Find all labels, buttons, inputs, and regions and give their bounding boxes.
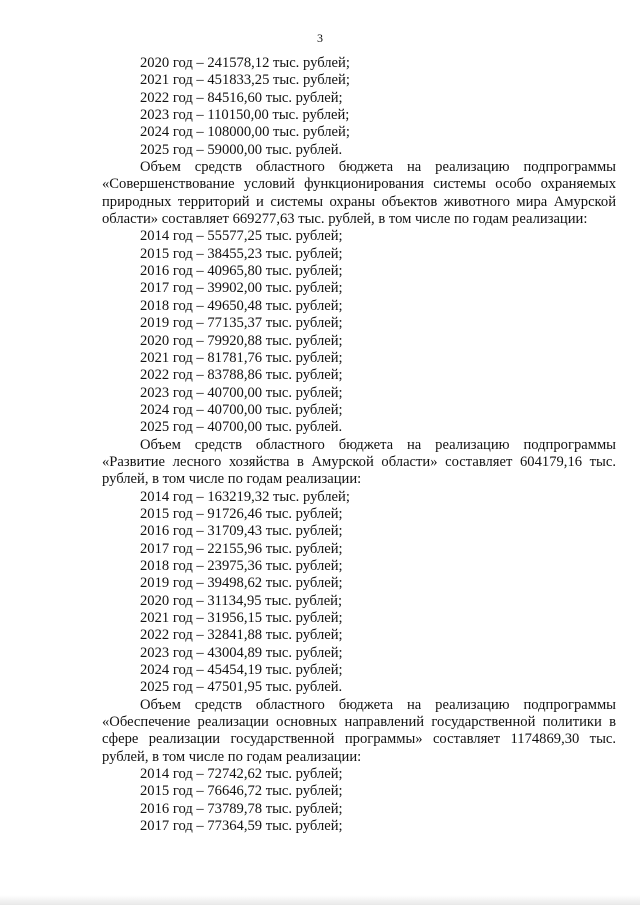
year-line: 2019 год – 77135,37 тыс. рублей; <box>140 315 343 332</box>
year-list-block-4 <box>102 766 616 835</box>
year-line: 2019 год – 39498,62 тыс. рублей; <box>140 575 343 592</box>
year-line: 2016 год – 73789,78 тыс. рублей; <box>140 800 343 817</box>
year-list-block-2 <box>102 228 616 436</box>
paragraph-forestry-subprogram: Объем средств областного бюджета на реализацию подпрограммы «Развитие лесного хозяйства в Амурской области» составляет 604179,16 тыс. рублей, в том числе по годам реализации: <box>102 436 616 488</box>
year-line: 2022 год – 32841,88 тыс. рублей; <box>140 627 343 644</box>
document-body <box>102 55 616 835</box>
year-line: 2023 год – 43004,89 тыс. рублей; <box>140 644 343 661</box>
year-line: 2021 год – 451833,25 тыс. рублей; <box>140 72 350 89</box>
page-number: 3 <box>317 31 323 45</box>
year-line: 2015 год – 38455,23 тыс. рублей; <box>140 245 343 262</box>
paragraph-state-policy-subprogram: Объем средств областного бюджета на реализацию подпрограммы «Обеспечение реализации основных направлений государственной политики в сфере реализации государственной программы» составляет 1174869,30 тыс. рублей, в том числе по годам реализации: <box>102 696 616 765</box>
year-line: 2018 год – 23975,36 тыс. рублей; <box>140 557 343 574</box>
year-line: 2016 год – 31709,43 тыс. рублей; <box>140 523 343 540</box>
year-line: 2022 год – 84516,60 тыс. рублей; <box>140 89 343 106</box>
year-line: 2022 год – 83788,86 тыс. рублей; <box>140 367 343 384</box>
year-line: 2014 год – 163219,32 тыс. рублей; <box>140 488 350 505</box>
year-line: 2020 год – 31134,95 тыс. рублей; <box>140 592 343 609</box>
year-line: 2014 год – 72742,62 тыс. рублей; <box>140 766 343 783</box>
year-line: 2015 год – 91726,46 тыс. рублей; <box>140 505 343 522</box>
year-line: 2023 год – 40700,00 тыс. рублей; <box>140 384 343 401</box>
year-line: 2017 год – 22155,96 тыс. рублей; <box>140 540 343 557</box>
year-line: 2014 год – 55577,25 тыс. рублей; <box>140 228 343 245</box>
year-line: 2024 год – 108000,00 тыс. рублей; <box>140 124 350 141</box>
year-line: 2020 год – 79920,88 тыс. рублей; <box>140 332 343 349</box>
year-line: 2021 год – 81781,76 тыс. рублей; <box>140 349 343 366</box>
year-line: 2025 год – 40700,00 тыс. рублей. <box>140 419 343 436</box>
year-line: 2024 год – 45454,19 тыс. рублей; <box>140 662 343 679</box>
year-line: 2015 год – 76646,72 тыс. рублей; <box>140 783 343 800</box>
year-line: 2024 год – 40700,00 тыс. рублей; <box>140 401 343 418</box>
year-line: 2017 год – 39902,00 тыс. рублей; <box>140 280 343 297</box>
year-line: 2023 год – 110150,00 тыс. рублей; <box>140 107 350 124</box>
year-line: 2020 год – 241578,12 тыс. рублей; <box>140 55 350 71</box>
year-line: 2018 год – 49650,48 тыс. рублей; <box>140 297 343 314</box>
year-list-block-3 <box>102 489 616 697</box>
year-line: 2025 год – 59000,00 тыс. рублей. <box>140 141 343 158</box>
year-list-block-1 <box>102 55 616 159</box>
year-line: 2021 год – 31956,15 тыс. рублей; <box>140 610 343 626</box>
scan-bottom-edge <box>0 895 640 905</box>
year-line: 2025 год – 47501,95 тыс. рублей. <box>140 679 343 696</box>
paragraph-protected-areas-subprogram: Объем средств областного бюджета на реализацию подпрограммы «Совершенствование условий функционирования системы особо охраняемых природных территорий и системы охраны объектов животного мира Амурской области» составляет 669277,63 тыс. рублей, в том числе по годам реализации: <box>102 159 616 228</box>
year-line: 2016 год – 40965,80 тыс. рублей; <box>140 263 343 280</box>
year-line: 2017 год – 77364,59 тыс. рублей; <box>140 818 343 835</box>
